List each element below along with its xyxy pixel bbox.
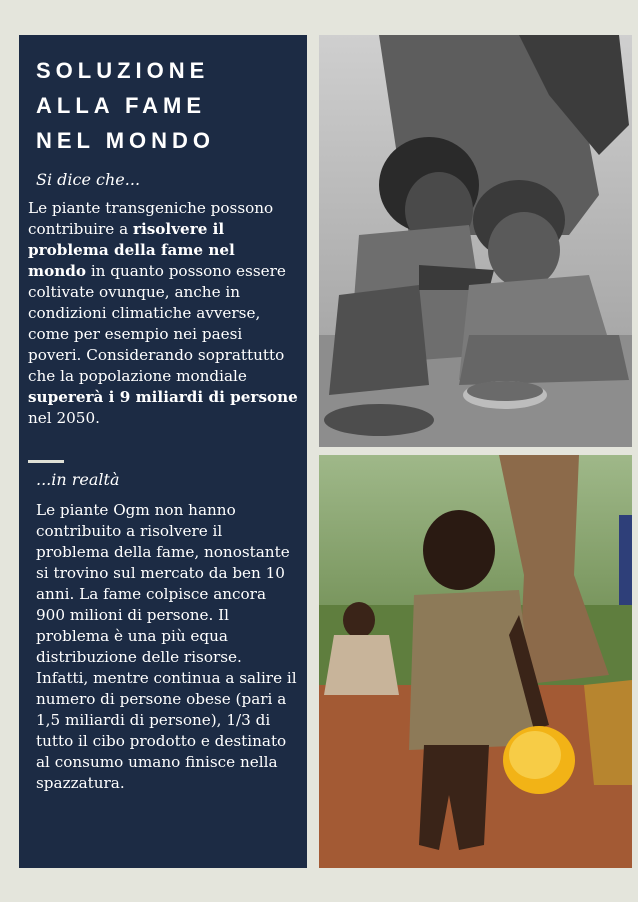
page-title [36, 53, 215, 158]
title-line-1: SOLUZIONE [36, 58, 210, 83]
section-divider [28, 460, 64, 463]
section1-highlight-a: risolvere il problema della fame nel mondo [28, 220, 235, 280]
photo-children-eating [319, 35, 632, 447]
section2-paragraph: Le piante Ogm non hanno contribuito a risolvere il problema della fame, nonostante si trovino sul mercato da ben 10 anni. La fame colpisce ancora 900 milioni di persone. Il problema è una più equa distribuzione delle risorse. Infatti, mentre continua a salire il numero di persone obese (pari a 1,5 miliardi di persone), 1/3 di tutto il cibo prodotto e destinato al consumo umano finisce nella spazzatura. [36, 501, 297, 792]
photo-child-yellow-bowl [319, 455, 632, 868]
section1-text-b: in quanto possono essere coltivate ovunque, anche in condizioni climatiche avverse, come per esempio nei paesi poveri. Considerando soprattutto che la popolazione mondiale [28, 262, 286, 385]
title-line-2: ALLA FAME [36, 93, 207, 118]
section1-text-a: Le piante transgeniche possono contribuire a [28, 199, 274, 238]
text-panel [19, 35, 307, 868]
section1-highlight-b: supererà i 9 miliardi di persone [28, 388, 298, 406]
section1-paragraph [28, 198, 298, 429]
section2-subtitle: ...in realtà [36, 470, 120, 489]
title-line-3: NEL MONDO [36, 128, 216, 153]
section1-text-c: nel 2050. [28, 409, 100, 427]
section1-subtitle: Si dice che... [36, 170, 141, 189]
